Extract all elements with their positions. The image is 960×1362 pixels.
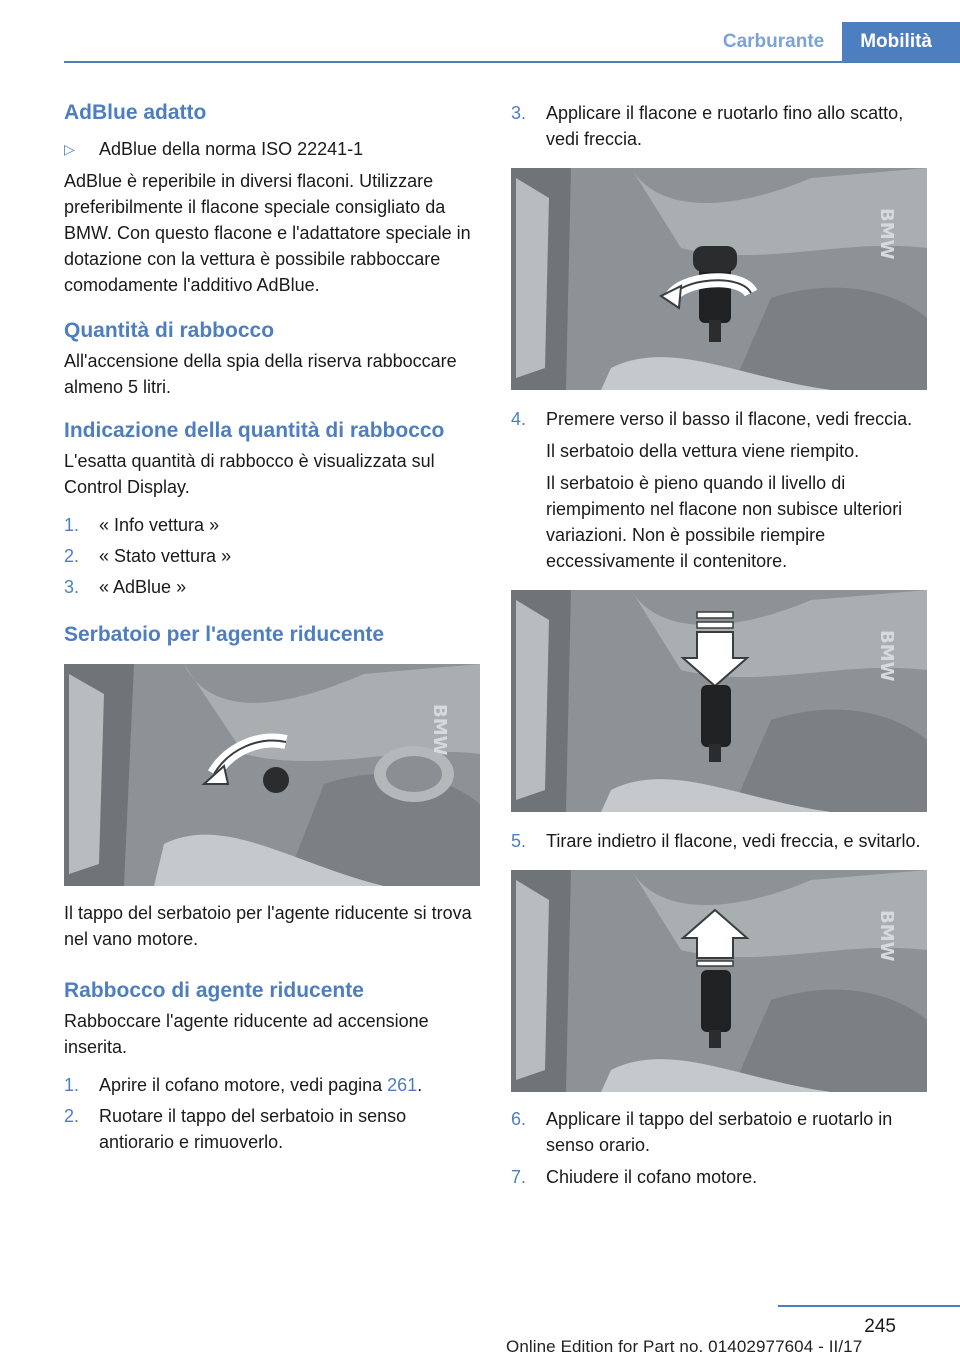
list-item: [64, 1103, 484, 1155]
paragraph-quantita: All'accensione della spia della riserva rabboccare almeno 5 litri.: [64, 351, 457, 397]
left-column: [64, 100, 484, 1155]
heading-indicazione: Indicazione della quantità di rabbocco: [64, 419, 445, 442]
step-number: 1.: [64, 1075, 80, 1095]
list-item: [64, 1072, 484, 1098]
step-text: Premere verso il basso il flacone, vedi freccia.: [546, 409, 913, 429]
paragraph-indicazione: L'esatta quantità di rabbocco è visualizzata sul Control Display.: [64, 451, 435, 497]
heading-adblue-adatto: AdBlue adatto: [64, 101, 207, 124]
list-item: [511, 406, 931, 432]
figure-logo-text: BMW: [876, 208, 897, 260]
paragraph-rabbocco: Rabboccare l'agente riducente ad accensione inserita.: [64, 1011, 429, 1057]
step-text: Chiudere il cofano motore.: [546, 1167, 758, 1187]
header-rule: [64, 61, 960, 63]
figure-press-bottle: [511, 590, 927, 812]
page-link[interactable]: 261: [387, 1075, 418, 1095]
heading-rabbocco: Rabbocco di agente riducente: [64, 979, 364, 1002]
step-number: 5.: [511, 831, 527, 851]
list-item: [511, 828, 931, 854]
tab-mobilita[interactable]: Mobilità: [842, 22, 960, 62]
step-text: Applicare il flacone e ruotarlo fino allo scatto, vedi freccia.: [546, 103, 904, 149]
chapter-tabs: [705, 22, 960, 62]
figure-engine-cap: [64, 664, 480, 886]
list-item: [64, 543, 484, 569]
bullet-item: [64, 136, 484, 162]
step-number: 2.: [64, 1106, 80, 1126]
step-number: 3.: [511, 103, 527, 123]
figure-logo-text: BMW: [876, 910, 897, 962]
rabbocco-steps-list: [64, 1072, 484, 1155]
paragraph-step4-1: Il serbatoio della vettura viene riempito.: [546, 441, 860, 461]
footer-edition: Online Edition for Part no. 01402977604 - II/17: [506, 1337, 863, 1356]
heading-quantita: Quantità di rabbocco: [64, 319, 275, 342]
paragraph-serbatoio: Il tappo del serbatoio per l'agente riducente si trova nel vano motore.: [64, 903, 472, 949]
step-text: Applicare il tappo del serbatoio e ruotarlo in senso orario.: [546, 1109, 893, 1155]
bullet-triangle-icon: ▷: [64, 141, 75, 157]
figure-logo-text: BMW: [876, 630, 897, 682]
tab-carburante[interactable]: Carburante: [705, 22, 842, 62]
footer-rule: [778, 1305, 960, 1307]
figure-pull-bottle: [511, 870, 927, 1092]
step-text: « Info vettura »: [99, 515, 220, 535]
list-item: [64, 574, 484, 600]
heading-serbatoio: Serbatoio per l'agente riducente: [64, 623, 385, 646]
step-text: Tirare indietro il flacone, vedi freccia, e svitarlo.: [546, 831, 921, 851]
paragraph-adblue: AdBlue è reperibile in diversi flaconi. Utilizzare preferibilmente il flacone speciale consigliato da BMW. Con questo flacone e l'adattatore speciale in dotazione con la vettura è possibile rabboccare comodamente l'additivo AdBlue.: [64, 171, 471, 295]
menu-steps-list: [64, 512, 484, 600]
step-number: 7.: [511, 1167, 527, 1187]
step-number: 2.: [64, 546, 80, 566]
list-item: [511, 1164, 931, 1190]
step-text: Ruotare il tappo del serbatoio in senso antiorario e rimuoverlo.: [99, 1106, 407, 1152]
right-column: [511, 100, 931, 1190]
list-item: [64, 512, 484, 538]
bullet-text: AdBlue della norma ISO 22241-1: [99, 139, 364, 159]
step-text: Aprire il cofano motore, vedi pagina: [99, 1075, 388, 1095]
step-text-end: .: [417, 1075, 423, 1095]
step-text: « AdBlue »: [99, 577, 187, 597]
paragraph-step4-2: Il serbatoio è pieno quando il livello di riempimento nel flacone non subisce ulteriori variazioni. Non è possibile riempire eccessivamente il contenitore.: [546, 473, 903, 571]
step-text: « Stato vettura »: [99, 546, 232, 566]
page-number: 245: [864, 1316, 896, 1337]
figure-logo-text: BMW: [429, 704, 450, 756]
figure-apply-bottle: [511, 168, 927, 390]
list-item: [511, 1106, 931, 1158]
step-number: 4.: [511, 409, 527, 429]
list-item: [511, 100, 931, 152]
step-number: 6.: [511, 1109, 527, 1129]
step-number: 1.: [64, 515, 80, 535]
step-number: 3.: [64, 577, 80, 597]
